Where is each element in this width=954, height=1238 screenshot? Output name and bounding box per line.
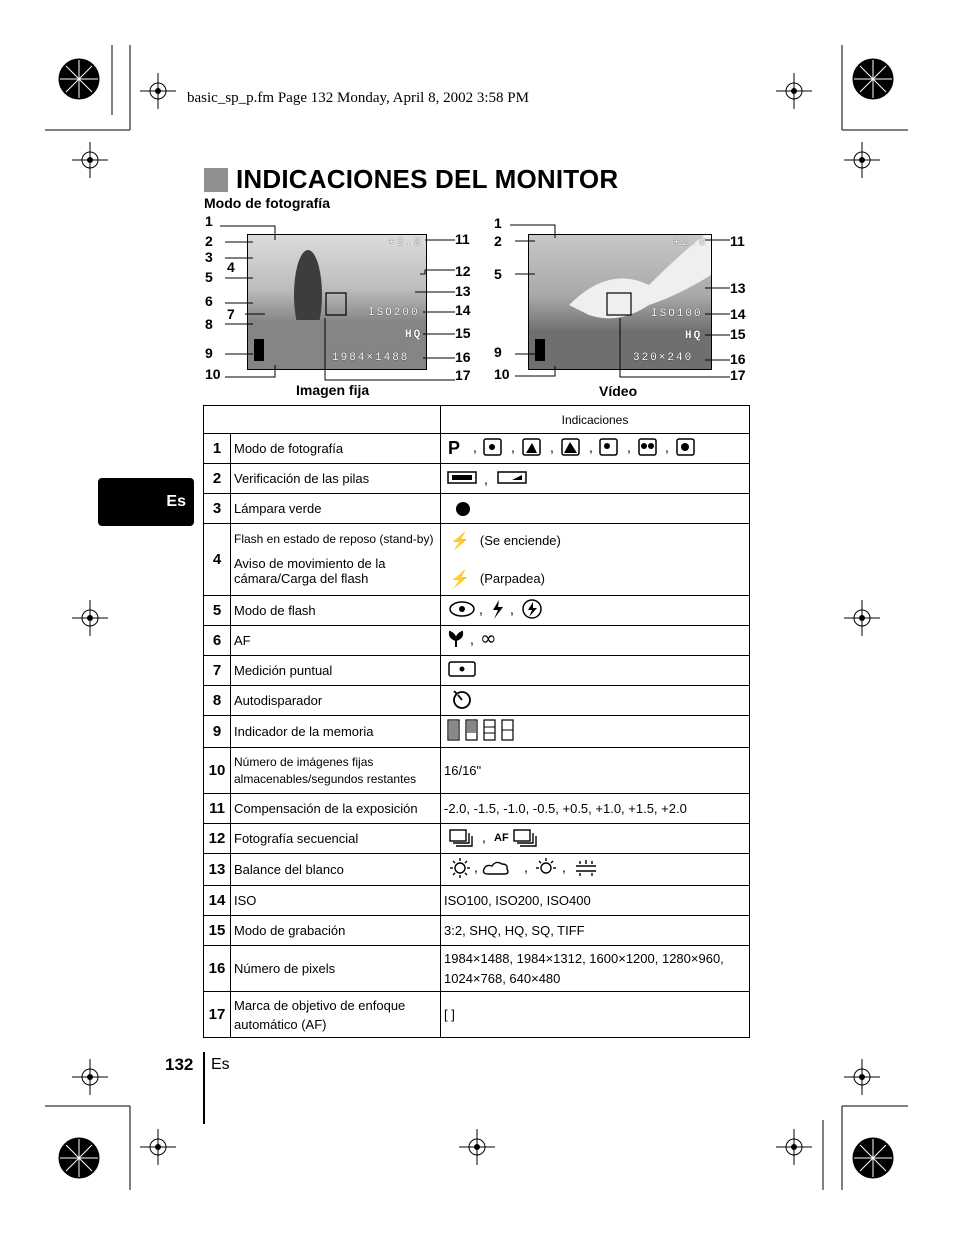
photo-label: 7 bbox=[227, 306, 235, 322]
video-label: 10 bbox=[494, 366, 510, 382]
photo-label: 10 bbox=[205, 366, 221, 382]
table-row bbox=[204, 824, 750, 854]
svg-text:,: , bbox=[562, 859, 566, 875]
svg-text:,: , bbox=[627, 439, 631, 455]
video-label: 17 bbox=[730, 367, 746, 383]
row-value: 1984×1488, 1984×1312, 1600×1200, 1280×960, 1024×768, 640×480 bbox=[441, 946, 750, 992]
video-label: 1 bbox=[494, 215, 502, 231]
svg-text:,: , bbox=[482, 829, 486, 845]
row-number: 10 bbox=[204, 748, 231, 794]
table-row bbox=[204, 494, 750, 524]
row-value: (Parpadea) bbox=[479, 571, 545, 586]
photo-pixels: 1984×1488 bbox=[332, 352, 410, 364]
row-number: 2 bbox=[204, 464, 231, 494]
row-number: 4 bbox=[204, 524, 231, 596]
indications-table bbox=[203, 405, 750, 1038]
flash-icon: ⚡ bbox=[450, 532, 470, 550]
row-description: Número de imágenes fijas almacenables/segundos restantes bbox=[231, 748, 441, 794]
video-quality: HQ bbox=[685, 330, 703, 342]
row-number: 9 bbox=[204, 716, 231, 748]
row-value: (Se enciende) bbox=[479, 533, 561, 548]
page-divider bbox=[203, 1052, 205, 1124]
title-square-icon bbox=[204, 168, 228, 192]
photo-label: 13 bbox=[455, 283, 471, 299]
table-row bbox=[204, 524, 750, 596]
photo-label: 17 bbox=[455, 367, 471, 383]
row-number: 5 bbox=[204, 596, 231, 626]
video-label: 2 bbox=[494, 233, 502, 249]
row-description: Balance del blanco bbox=[231, 854, 441, 886]
flash-mode-icons bbox=[444, 598, 554, 620]
row-number: 8 bbox=[204, 686, 231, 716]
photo-label: 2 bbox=[205, 233, 213, 249]
row-description: Modo de flash bbox=[231, 596, 441, 626]
row-description: Autodisparador bbox=[231, 686, 441, 716]
sequential-icons bbox=[444, 826, 554, 848]
video-label: 5 bbox=[494, 266, 502, 282]
photo-label: 6 bbox=[205, 293, 213, 309]
table-header-row bbox=[204, 406, 750, 434]
mode-icons bbox=[441, 434, 750, 464]
section-label: Modo de fotografía bbox=[204, 195, 330, 211]
page-title: INDICACIONES DEL MONITOR bbox=[236, 164, 619, 194]
white-balance-icons bbox=[444, 856, 614, 880]
row-value: -2.0, -1.5, -1.0, -0.5, +0.5, +1.0, +1.5, +2.0 bbox=[441, 794, 750, 824]
photo-exposure: +2.0 bbox=[388, 237, 423, 249]
row-description: Número de pixels bbox=[231, 946, 441, 992]
svg-text:,: , bbox=[550, 439, 554, 455]
photo-label: 8 bbox=[205, 316, 213, 332]
photo-leader-lines bbox=[215, 220, 455, 385]
table-row bbox=[204, 916, 750, 946]
title-block bbox=[204, 164, 618, 195]
table-row bbox=[204, 464, 750, 494]
svg-text:∞: ∞ bbox=[480, 628, 497, 650]
table-row bbox=[204, 596, 750, 626]
row-description: Marca de objetivo de enfoque automático (AF) bbox=[231, 992, 441, 1038]
photo-label: 5 bbox=[205, 269, 213, 285]
row-value: ISO100, ISO200, ISO400 bbox=[441, 886, 750, 916]
svg-text:,: , bbox=[665, 439, 669, 455]
table-header: Indicaciones bbox=[441, 406, 750, 434]
row-description: Compensación de la exposición bbox=[231, 794, 441, 824]
table-row bbox=[204, 794, 750, 824]
spot-metering-icon bbox=[444, 659, 484, 679]
row-number: 15 bbox=[204, 916, 231, 946]
flash-icon: ⚡ bbox=[450, 570, 470, 588]
row-value: [ ] bbox=[441, 992, 750, 1038]
video-label: 11 bbox=[730, 233, 745, 249]
row-description: Aviso de movimiento de la cámara/Carga del flash bbox=[234, 555, 386, 586]
row-number: 7 bbox=[204, 656, 231, 686]
svg-text:AF: AF bbox=[494, 832, 509, 844]
row-description: Flash en estado de reposo (stand-by) bbox=[234, 531, 434, 546]
photo-label: 4 bbox=[227, 259, 235, 275]
row-number: 12 bbox=[204, 824, 231, 854]
row-number: 1 bbox=[204, 434, 231, 464]
shooting-mode-icons bbox=[444, 436, 704, 458]
svg-text:,: , bbox=[474, 859, 478, 875]
row-number: 13 bbox=[204, 854, 231, 886]
row-description: Indicador de la memoria bbox=[231, 716, 441, 748]
file-header: basic_sp_p.fm Page 132 Monday, April 8, 2002 3:58 PM bbox=[187, 90, 529, 106]
table-row bbox=[204, 434, 750, 464]
table-row bbox=[204, 656, 750, 686]
table-row bbox=[204, 886, 750, 916]
row-number: 17 bbox=[204, 992, 231, 1038]
photo-label: 9 bbox=[205, 345, 213, 361]
row-description: Medición puntual bbox=[231, 656, 441, 686]
row-number: 3 bbox=[204, 494, 231, 524]
photo-iso: ISO200 bbox=[368, 307, 420, 319]
row-number: 11 bbox=[204, 794, 231, 824]
svg-text:,: , bbox=[589, 439, 593, 455]
photo-label: 16 bbox=[455, 349, 471, 365]
table-row bbox=[204, 992, 750, 1038]
svg-text:,: , bbox=[484, 471, 488, 486]
photo-label: 1 bbox=[205, 213, 213, 229]
row-description: Modo de fotografía bbox=[231, 434, 441, 464]
video-pixels: 320×240 bbox=[633, 352, 694, 364]
photo-label: 15 bbox=[455, 325, 471, 341]
table-row bbox=[204, 716, 750, 748]
row-value: 3:2, SHQ, HQ, SQ, TIFF bbox=[441, 916, 750, 946]
green-lamp-icon bbox=[444, 497, 474, 517]
svg-text:,: , bbox=[473, 439, 477, 455]
photo-label: 14 bbox=[455, 302, 471, 318]
memory-indicator-icons bbox=[444, 718, 534, 742]
row-description: Lámpara verde bbox=[231, 494, 441, 524]
row-number: 14 bbox=[204, 886, 231, 916]
language-tab-label: Es bbox=[166, 493, 186, 510]
row-description: AF bbox=[231, 626, 441, 656]
table-row bbox=[204, 626, 750, 656]
video-caption: Vídeo bbox=[599, 383, 638, 399]
table-row bbox=[204, 854, 750, 886]
row-description: Fotografía secuencial bbox=[231, 824, 441, 854]
svg-text:,: , bbox=[524, 859, 528, 875]
video-exposure: +2.0 bbox=[673, 237, 708, 249]
svg-text:,: , bbox=[479, 601, 483, 617]
photo-label: 11 bbox=[455, 231, 470, 247]
video-label: 13 bbox=[730, 280, 746, 296]
video-label: 16 bbox=[730, 351, 746, 367]
svg-text:,: , bbox=[510, 601, 514, 617]
photo-label: 12 bbox=[455, 263, 471, 279]
table-row bbox=[204, 946, 750, 992]
language-tab bbox=[98, 478, 194, 526]
page-number: 132 bbox=[165, 1055, 194, 1074]
video-label: 9 bbox=[494, 344, 502, 360]
af-icons bbox=[444, 628, 514, 650]
row-number: 6 bbox=[204, 626, 231, 656]
table-row bbox=[204, 748, 750, 794]
row-number: 16 bbox=[204, 946, 231, 992]
video-label: 15 bbox=[730, 326, 746, 342]
video-leader-lines bbox=[505, 220, 735, 385]
photo-label: 3 bbox=[205, 249, 213, 265]
table-row bbox=[204, 686, 750, 716]
video-iso: ISO100 bbox=[651, 308, 703, 320]
svg-text:,: , bbox=[511, 439, 515, 455]
video-label: 14 bbox=[730, 306, 746, 322]
row-description: ISO bbox=[231, 886, 441, 916]
photo-quality: HQ bbox=[405, 329, 423, 341]
row-value: 16/16" bbox=[441, 748, 750, 794]
row-description: Modo de grabación bbox=[231, 916, 441, 946]
battery-icons bbox=[444, 468, 544, 486]
svg-text:P: P bbox=[448, 438, 461, 458]
photo-caption: Imagen fija bbox=[296, 382, 370, 398]
self-timer-icon bbox=[444, 688, 484, 710]
svg-text:,: , bbox=[470, 631, 474, 647]
page-language: Es bbox=[211, 1056, 230, 1073]
row-description: Verificación de las pilas bbox=[231, 464, 441, 494]
